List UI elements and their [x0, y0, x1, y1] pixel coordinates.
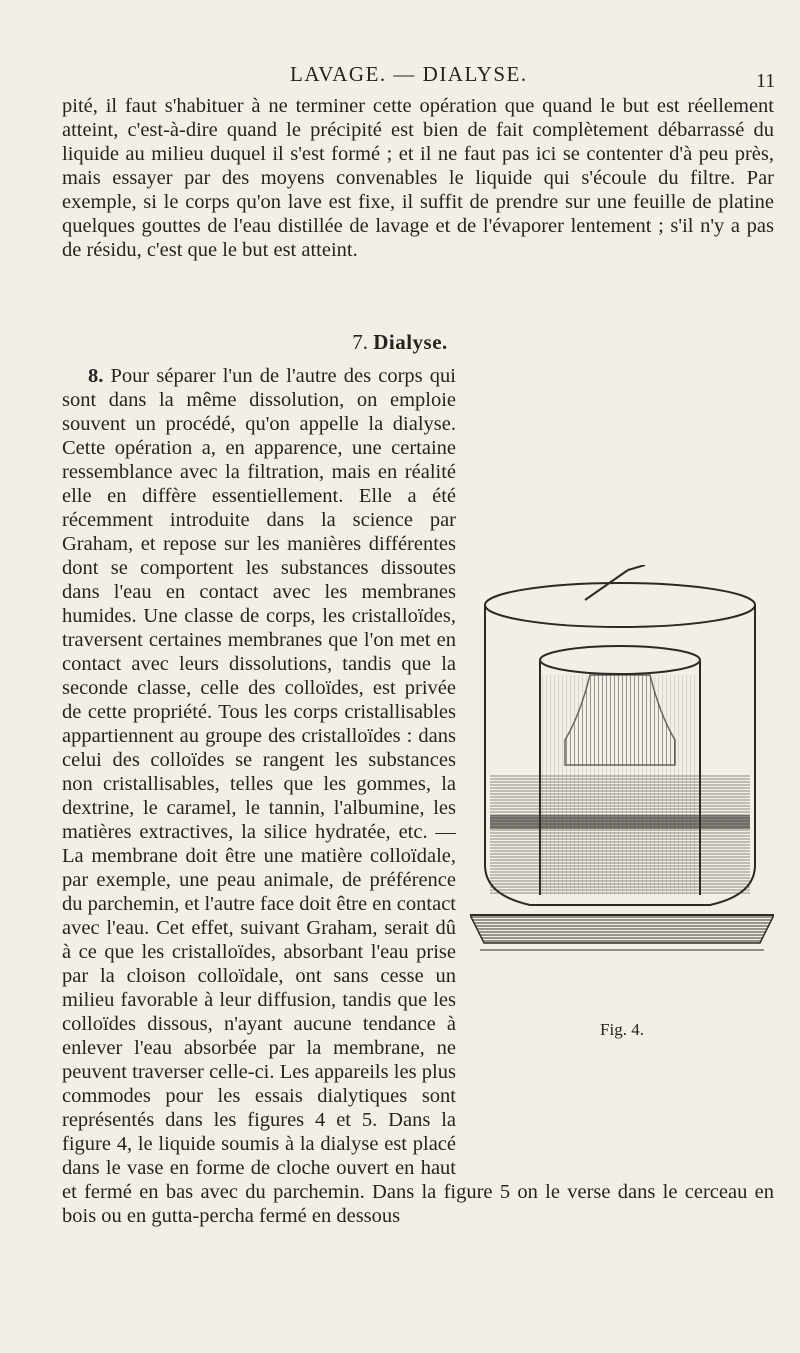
- paragraph-2-text: Pour séparer l'un de l'autre des corps qui sont dans la même dissolution, on emploie souvent un procédé, qu'on appelle la dialyse. Cette opération a, en apparence, une certaine ressemblance avec la filtration, mais en réalité elle en diffère essentiellement. Elle a été récemment introduite dans la science par Graham, et repose sur les manières différentes dont se comportent les substances dissoutes dans l'eau en contact avec les membranes humides. Une classe de corps, les cristalloïdes, traversent certaines membranes que l'on met en contact avec leurs dissolutions, tandis que la seconde classe, celle des colloïdes, est privée de cette propriété. Tous les corps cristallisables appartiennent au groupe des cristalloïdes : dans celui des colloïdes se rangent les substances non cristallisables, telles que les gommes, la dextrine, le caramel, le tannin, l'albumine, les matières extractives, la silice hydratée, etc. — La membrane doit être une matière colloïdale, par exemple, une peau animale, de préférence du parchemin, et l'autre face doit être en contact avec l'eau. Cet effet, suivant Graham, serait dû à ce que les cristalloïdes, absorbant l'eau prise par la cloison colloïdale, ont sans cesse un milieu favorable à leur diffusion, tandis que les colloïdes dissous, n'ayant aucune tendance à enlever l'eau absorbée par la membrane, ne peuvent traverser celle-ci. Les appareils les plus commodes pour les essais dialytiques sont représentés dans les figures 4 et 5. Dans la figure 4, le liquide soumis à la dialyse est placé dans le vase en forme de cloche ouvert en haut et fermé en bas avec du parchemin. Dans la figure 5 on le verse dans le cerceau en bois ou en gutta-percha fermé en dessous: [62, 365, 774, 1227]
- paragraph-number: 8.: [88, 365, 111, 387]
- section-number: 7.: [352, 330, 368, 354]
- section-heading: [0, 330, 800, 355]
- section-title: Dialyse.: [373, 330, 448, 354]
- page-number: 11: [756, 70, 776, 92]
- figure-4: [470, 565, 774, 1045]
- running-title: LAVAGE. — DIALYSE.: [290, 62, 528, 86]
- paragraph-1: pité, il faut s'habituer à ne terminer cette opération que quand le but est réellement atteint, c'est-à-dire quand le précipité est bien de fait complètement débarrassé du liquide au milieu duquel il s'est formé ; et il ne faut pas ici se contenter d'à peu près, mais essayer par des moyens convenables le liquide qui s'écoule du filtre. Par exemple, si le corps qu'on lave est fixe, il suffit de prendre sur une feuille de platine quelques gouttes de l'eau distillée de lavage et de l'évaporer lentement ; s'il n'y a pas de résidu, c'est que le but est atteint.: [62, 95, 774, 261]
- dialyser-illustration: [470, 565, 774, 1015]
- figure-caption: Fig. 4.: [600, 1020, 644, 1039]
- page-header: [0, 62, 800, 92]
